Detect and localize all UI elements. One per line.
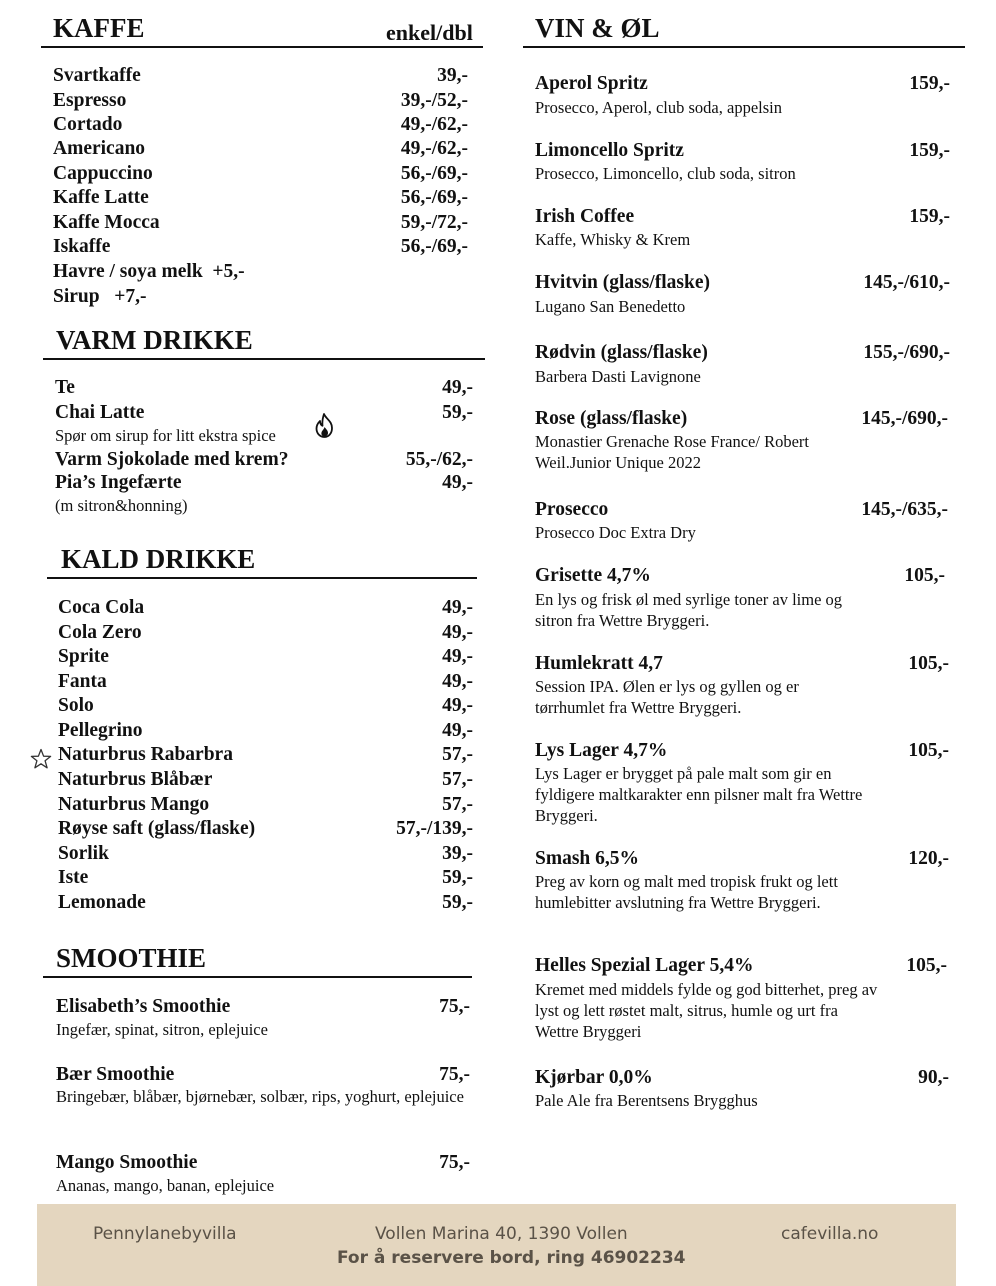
item-price: 39,-/52,- — [400, 90, 468, 111]
item-name: Svartkaffe — [53, 65, 141, 86]
menu-item-rodvin — [535, 341, 950, 365]
menu-item-royse-saft — [58, 817, 473, 841]
item-price: 145,-/635,- — [861, 499, 948, 520]
item-price: 105,- — [908, 740, 949, 761]
menu-item-kaffe-latte — [53, 186, 468, 210]
kaffe-title: KAFFE — [53, 13, 145, 43]
menu-item-sorlik — [58, 842, 473, 866]
item-desc: Session IPA. Ølen er lys og gyllen og er tørrhumlet fra Wettre Bryggeri. — [535, 677, 799, 717]
item-desc: Prosecco Doc Extra Dry — [535, 523, 696, 542]
item-price: 39,- — [442, 843, 473, 864]
footer-address: Vollen Marina 40, 1390 Vollen — [375, 1224, 628, 1244]
item-price: 59,- — [442, 402, 473, 423]
vin-title: VIN & ØL — [535, 13, 660, 43]
menu-item-naturbrus-blabar — [58, 768, 473, 792]
item-price: 75,- — [439, 1152, 470, 1173]
ingeferte-note: (m sitron&honning) — [55, 496, 188, 515]
varm-rule — [43, 358, 485, 360]
menu-item-elisabeths-smoothie — [56, 995, 470, 1019]
menu-item-fanta — [58, 670, 473, 694]
item-desc: Pale Ale fra Berentsens Brygghus — [535, 1091, 758, 1110]
item-price: 159,- — [909, 73, 950, 94]
item-price: 105,- — [906, 955, 947, 976]
item-name: Americano — [53, 138, 146, 159]
menu-item-ingeferte — [55, 471, 473, 495]
item-price: 59,-/72,- — [400, 212, 468, 233]
item-name: Grisette 4,7% — [535, 565, 651, 586]
menu-item-smash — [535, 847, 949, 871]
item-desc: En lys og frisk øl med syrlige toner av lime og sitron fra Wettre Bryggeri. — [535, 590, 843, 630]
item-name: Lemonade — [58, 892, 146, 913]
item-price: 57,- — [442, 769, 473, 790]
item-price: 39,- — [437, 65, 468, 86]
item-desc: Monastier Grenache Rose France/ Robert Weil.Junior Unique 2022 — [535, 432, 809, 472]
item-name: Naturbrus Rabarbra — [58, 744, 233, 765]
item-name: Varm Sjokolade med krem? — [55, 449, 289, 470]
item-price: 105,- — [908, 653, 949, 674]
menu-item-prosecco — [535, 498, 948, 522]
kald-title: KALD DRIKKE — [61, 544, 256, 574]
item-desc: Barbera Dasti Lavignone — [535, 367, 701, 386]
smoothie-rule — [43, 976, 472, 978]
star-icon — [30, 748, 52, 770]
item-name: Cortado — [53, 114, 123, 135]
item-price: 56,-/69,- — [400, 163, 468, 184]
item-name: Pia’s Ingefærte — [55, 472, 182, 493]
item-name: Rødvin (glass/flaske) — [535, 342, 708, 363]
item-name: Fanta — [58, 671, 107, 692]
item-name: Te — [55, 377, 75, 398]
item-name: Pellegrino — [58, 720, 143, 741]
item-desc: Ingefær, spinat, sitron, eplejuice — [56, 1020, 268, 1039]
item-name: Hvitvin (glass/flaske) — [535, 272, 710, 293]
menu-item-cola-zero — [58, 621, 473, 645]
item-desc: Bringebær, blåbær, bjørnebær, solbær, rips, yoghurt, eplejuice — [56, 1087, 464, 1106]
item-name: Iste — [58, 867, 89, 888]
item-price: 57,- — [442, 794, 473, 815]
kald-rule — [47, 577, 477, 579]
item-name: Iskaffe — [53, 236, 111, 257]
menu-item-chai-latte — [55, 401, 473, 425]
item-desc: Lys Lager er brygget på pale malt som gir en fyldigere maltkarakter enn pilsner malt fra Wettre Bryggeri. — [535, 764, 863, 825]
menu-item-mango-smoothie — [56, 1151, 470, 1175]
item-name: Naturbrus Blåbær — [58, 769, 213, 790]
menu-item-humlekratt — [535, 652, 949, 676]
menu-item-kjorbar — [535, 1066, 949, 1090]
item-price: 49,-/62,- — [400, 114, 468, 135]
fire-icon — [313, 413, 337, 439]
menu-item-irish-coffee — [535, 205, 950, 229]
item-name: Irish Coffee — [535, 206, 635, 227]
menu-item-iste — [58, 866, 473, 890]
item-price: 49,-/62,- — [400, 138, 468, 159]
menu-item-americano — [53, 137, 468, 161]
menu-item-varm-sjokolade — [55, 448, 473, 472]
menu-item-pellegrino — [58, 719, 473, 743]
menu-item-baer-smoothie — [56, 1063, 470, 1087]
item-price: 49,- — [442, 646, 473, 667]
item-name: Kaffe Latte — [53, 187, 149, 208]
varm-title: VARM DRIKKE — [56, 325, 253, 355]
item-name: Aperol Spritz — [535, 73, 648, 94]
menu-item-svartkaffe — [53, 64, 468, 88]
item-name: Elisabeth’s Smoothie — [56, 996, 231, 1017]
item-name: Helles Spezial Lager 5,4% — [535, 955, 754, 976]
item-price: 49,- — [442, 671, 473, 692]
item-name: Mango Smoothie — [56, 1152, 198, 1173]
item-desc: Prosecco, Limoncello, club soda, sitron — [535, 164, 796, 183]
menu-item-te — [55, 376, 473, 400]
item-price: 57,-/139,- — [396, 818, 473, 839]
item-price: 75,- — [439, 1064, 470, 1085]
item-name: Røyse saft (glass/flaske) — [58, 818, 256, 839]
item-price: 49,- — [442, 597, 473, 618]
menu-item-naturbrus-mango — [58, 793, 473, 817]
menu-item-lemonade — [58, 891, 473, 915]
item-name: Lys Lager 4,7% — [535, 740, 668, 761]
item-price: 59,- — [442, 892, 473, 913]
item-desc: Lugano San Benedetto — [535, 297, 686, 316]
menu-item-naturbrus-rabarbra — [58, 743, 473, 767]
item-price: 145,-/610,- — [863, 272, 950, 293]
item-name: Prosecco — [535, 499, 609, 520]
item-price: 59,- — [442, 867, 473, 888]
footer-reservation: For å reservere bord, ring 46902234 — [337, 1248, 686, 1268]
item-price: 57,- — [442, 744, 473, 765]
item-price: 55,-/62,- — [405, 449, 473, 470]
item-name: Coca Cola — [58, 597, 145, 618]
item-price: 56,-/69,- — [400, 236, 468, 257]
smoothie-title: SMOOTHIE — [56, 943, 207, 973]
menu-item-aperol-spritz — [535, 72, 950, 96]
item-name: Kaffe Mocca — [53, 212, 160, 233]
menu-item-grisette — [535, 564, 945, 588]
kaffe-rule — [41, 46, 483, 48]
menu-item-kaffe-mocca — [53, 211, 468, 235]
menu-item-coca-cola — [58, 596, 473, 620]
footer-website[interactable]: cafevilla.no — [781, 1224, 879, 1244]
item-price: 90,- — [918, 1067, 949, 1088]
menu-item-iskaffe — [53, 235, 468, 259]
item-desc: Prosecco, Aperol, club soda, appelsin — [535, 98, 782, 117]
item-name: Solo — [58, 695, 94, 716]
item-name: Chai Latte — [55, 402, 145, 423]
menu-item-hvitvin — [535, 271, 950, 295]
item-price: 49,- — [442, 622, 473, 643]
menu-item-solo — [58, 694, 473, 718]
item-name: Kjørbar 0,0% — [535, 1067, 653, 1088]
item-name: Sorlik — [58, 843, 109, 864]
menu-item-lys-lager — [535, 739, 949, 763]
item-price: 159,- — [909, 206, 950, 227]
chai-note: Spør om sirup for litt ekstra spice — [55, 426, 276, 445]
item-price: 49,- — [442, 377, 473, 398]
footer-name: Pennylanebyvilla — [93, 1224, 237, 1244]
footer-bar — [37, 1204, 956, 1286]
item-name: Espresso — [53, 90, 127, 111]
item-name: Naturbrus Mango — [58, 794, 210, 815]
vin-rule — [523, 46, 965, 48]
menu-item-limoncello-spritz — [535, 139, 950, 163]
item-name: Limoncello Spritz — [535, 140, 684, 161]
item-name: Sprite — [58, 646, 109, 667]
item-name: Humlekratt 4,7 — [535, 653, 663, 674]
item-desc: Preg av korn og malt med tropisk frukt og lett humlebitter avslutning fra Wettre Bryggeri. — [535, 872, 838, 912]
item-price: 159,- — [909, 140, 950, 161]
item-price: 75,- — [439, 996, 470, 1017]
item-price: 145,-/690,- — [861, 408, 948, 429]
item-desc: Kremet med middels fylde og god bitterhet, preg av lyst og lett røstet malt, sitrus, humle og urt fra Wettre Bryggeri — [535, 980, 878, 1041]
menu-item-cortado — [53, 113, 468, 137]
item-name: Bær Smoothie — [56, 1064, 175, 1085]
item-name: Cappuccino — [53, 163, 153, 184]
item-price: 49,- — [442, 472, 473, 493]
menu-item-rose — [535, 407, 948, 431]
item-desc: Ananas, mango, banan, eplejuice — [56, 1176, 275, 1195]
menu-item-helles-spezial-lager — [535, 954, 947, 978]
item-name: Cola Zero — [58, 622, 142, 643]
item-price: 49,- — [442, 720, 473, 741]
menu-item-sprite — [58, 645, 473, 669]
item-desc: Kaffe, Whisky & Krem — [535, 230, 691, 249]
item-name: Rose (glass/flaske) — [535, 408, 688, 429]
item-price: 105,- — [904, 565, 945, 586]
menu-item-cappuccino — [53, 162, 468, 186]
item-price: 155,-/690,- — [863, 342, 950, 363]
item-name: Smash 6,5% — [535, 848, 640, 869]
extra-syrup: Sirup +7,- — [53, 286, 147, 307]
item-price: 56,-/69,- — [400, 187, 468, 208]
kaffe-column-header: enkel/dbl — [386, 20, 473, 45]
extra-milk: Havre / soya melk +5,- — [53, 261, 245, 282]
item-price: 49,- — [442, 695, 473, 716]
menu-item-espresso — [53, 89, 468, 113]
item-price: 120,- — [908, 848, 949, 869]
